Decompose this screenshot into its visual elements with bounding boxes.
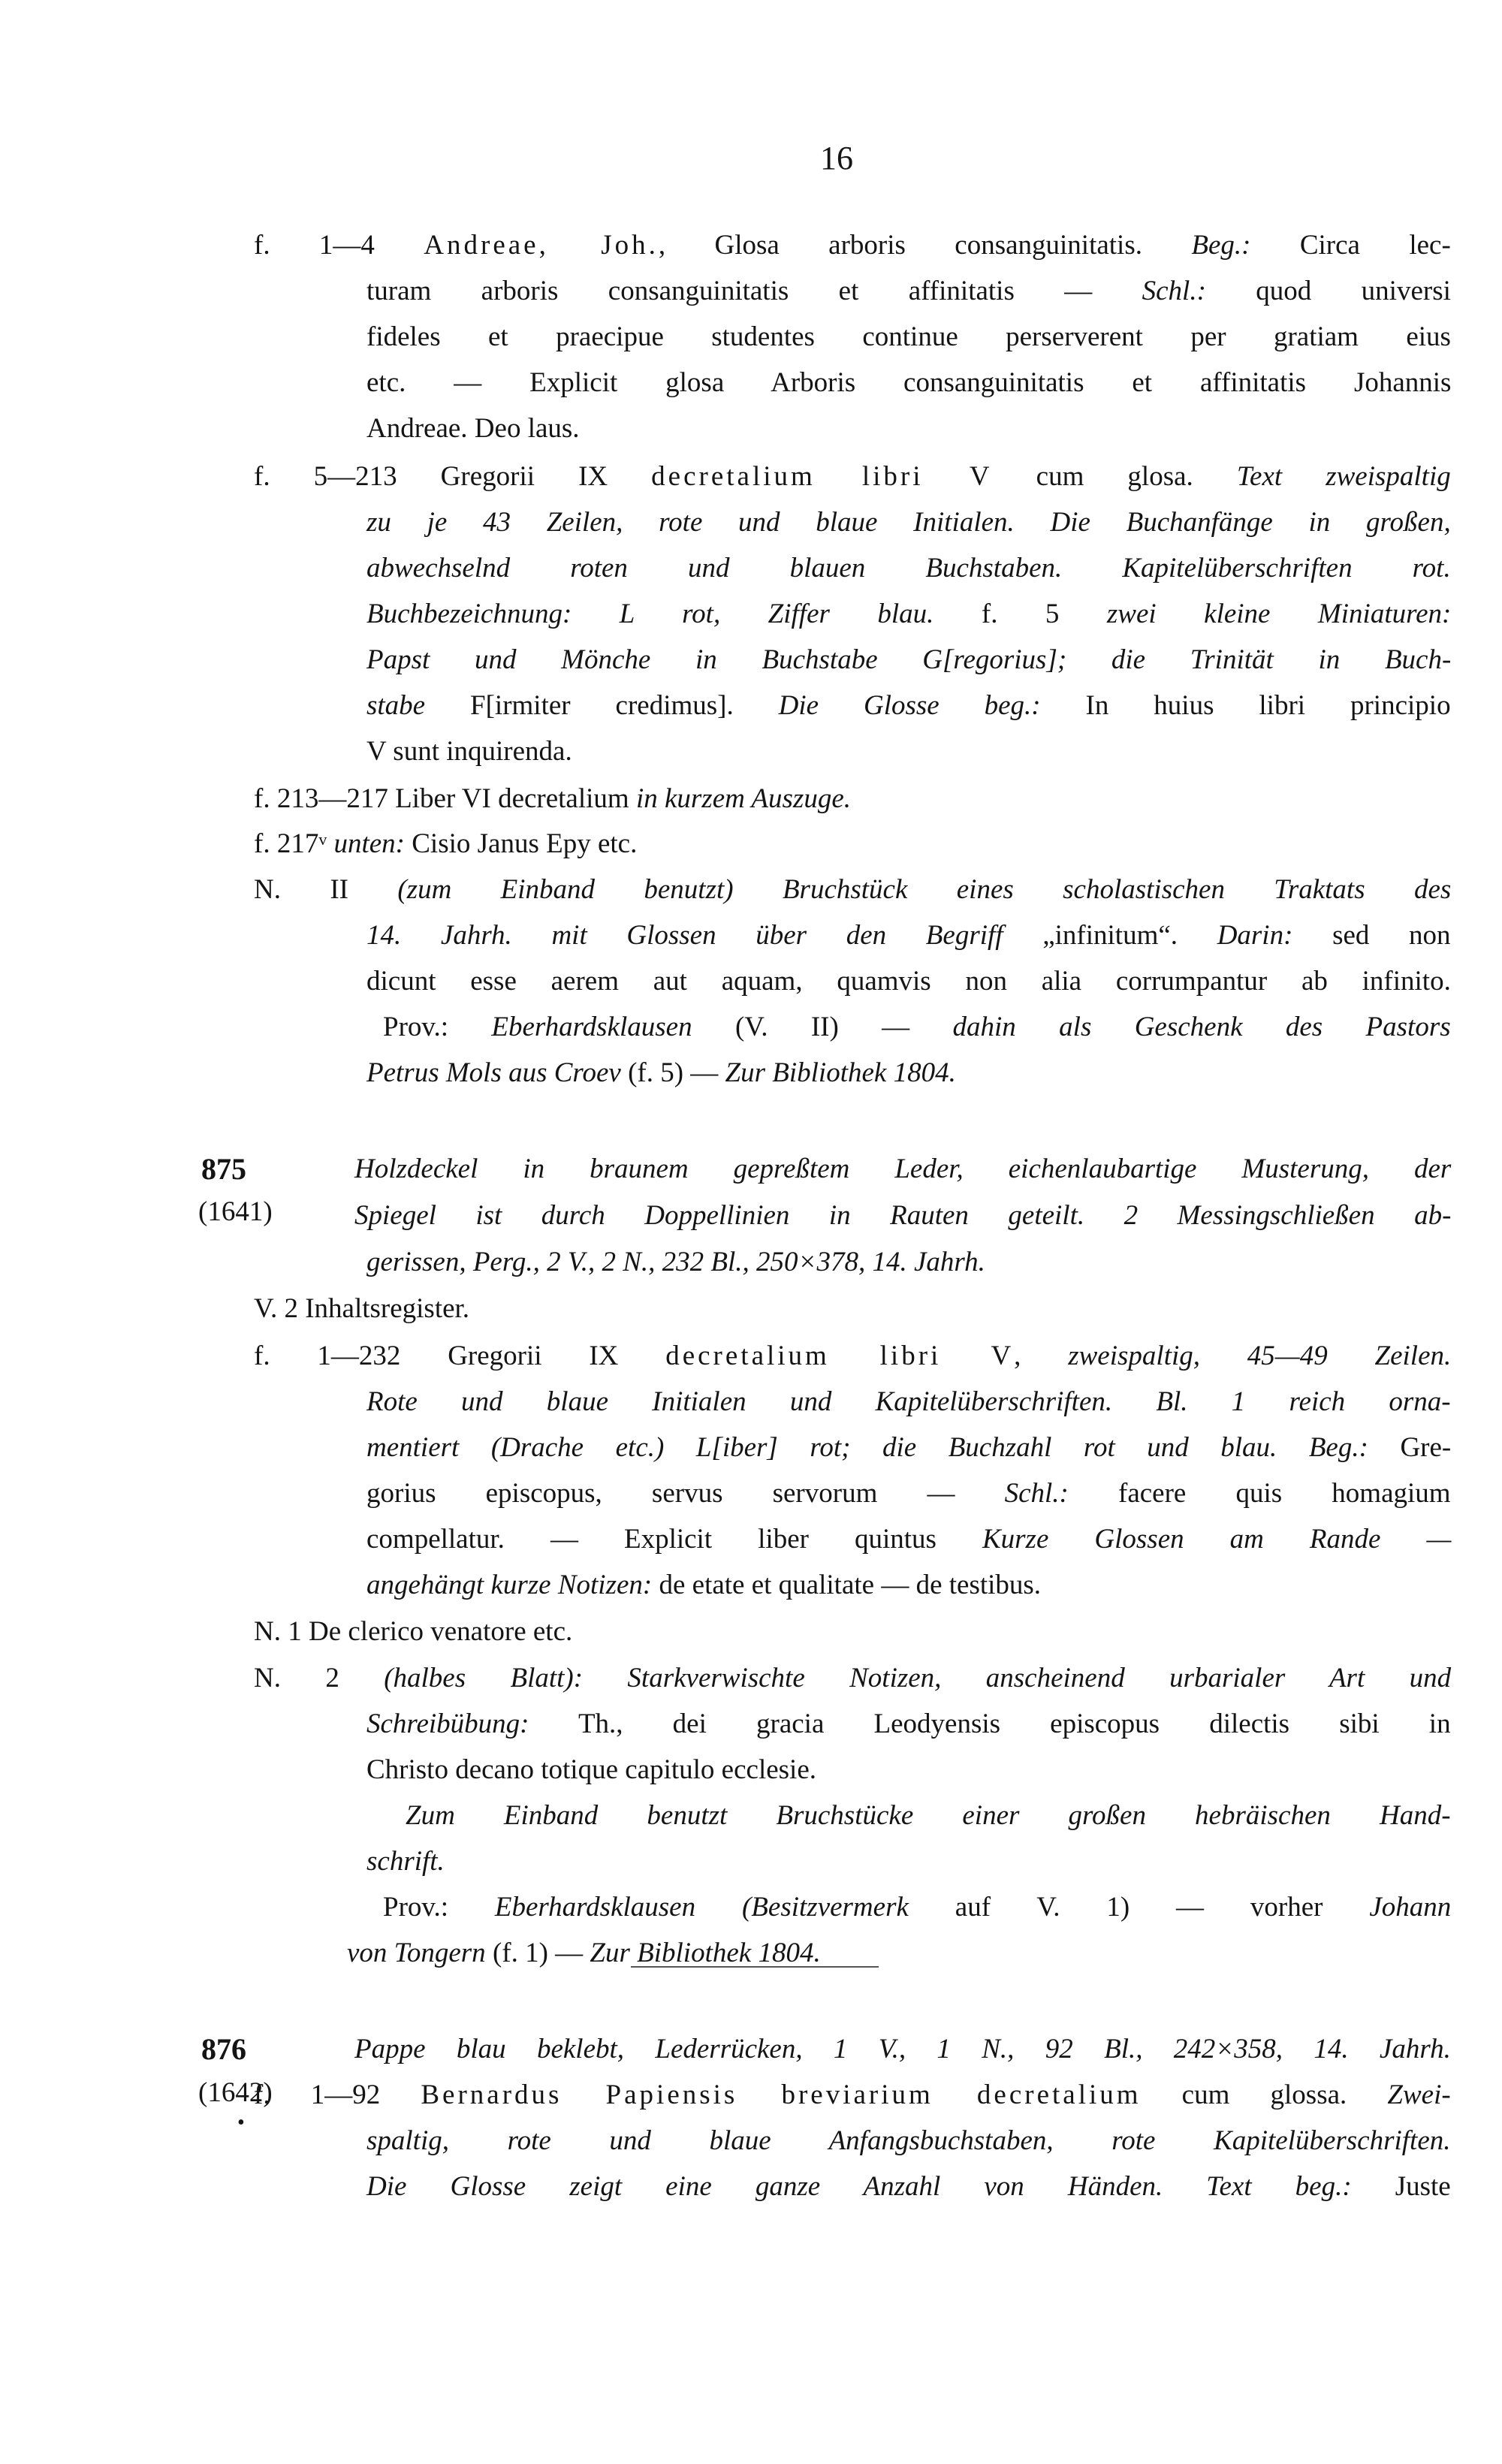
- text-segment: Schl.:: [1142, 276, 1206, 306]
- text-segment: (zum Einband benutzt) Bruchstück eines scholastischen Traktats des: [397, 874, 1452, 905]
- text-segment: Darin:: [1217, 920, 1293, 951]
- text-segment: F[irmiter credimus].: [425, 690, 779, 721]
- text-segment: Andreae. Deo laus.: [366, 413, 580, 444]
- text-line: [366, 963, 1451, 1000]
- text-segment: (f. 5) —: [620, 1057, 725, 1088]
- text-line: [366, 733, 572, 771]
- text-segment: unten:: [333, 828, 405, 859]
- text-segment: Gre-: [1368, 1432, 1452, 1463]
- text-segment: quod universi: [1205, 276, 1451, 306]
- text-segment: Andreae, Joh.: [424, 230, 659, 261]
- text-line: [406, 1797, 1451, 1835]
- text-segment: 14. Jahrh. mit Glossen über den Begriff: [366, 920, 1003, 951]
- text-line: [254, 2076, 1451, 2114]
- text-segment: Prov.:: [383, 1892, 495, 1923]
- text-segment: zu je 43 Zeilen, rote und blaue Initialen. Die Buchanfänge in großen,: [366, 507, 1451, 538]
- text-segment: auf V. 1) — vorher: [908, 1892, 1370, 1923]
- text-segment: f. 1—92: [254, 2079, 421, 2110]
- text-segment: mentiert (Drache etc.) L[iber] rot; die Buchzahl rot und blau. Beg.:: [366, 1432, 1368, 1463]
- text-line: [366, 318, 1451, 356]
- text-segment: Papst und Mönche in Buchstabe G[regorius]; die Trinität in Buch-: [366, 644, 1452, 675]
- text-segment: gerissen, Perg., 2 V., 2 N., 232 Bl., 250×378, 14. Jahrh.: [366, 1247, 985, 1277]
- text-line: [254, 871, 1451, 909]
- text-segment: decretalium libri V: [665, 1341, 1015, 1371]
- text-segment: Kurze Glossen am Rande —: [982, 1524, 1452, 1555]
- text-segment: abwechselnd roten und blauen Buchstaben. Kapitelüberschriften rot.: [366, 553, 1451, 584]
- text-segment: Eberhardsklausen (Besitzvermerk: [494, 1892, 909, 1923]
- text-line: [254, 1613, 572, 1651]
- text-segment: f. 1—4: [254, 230, 424, 261]
- text-segment: sed non: [1292, 920, 1451, 951]
- text-segment: zwei kleine Miniaturen:: [1106, 599, 1452, 629]
- text-segment: Circa lec-: [1250, 230, 1451, 261]
- text-line: [366, 1054, 956, 1092]
- text-segment: Schl.:: [1004, 1478, 1069, 1509]
- text-segment: Schreibübung:: [366, 1709, 529, 1739]
- text-line: [354, 1151, 1451, 1188]
- text-segment: Juste: [1351, 2171, 1451, 2202]
- entry-876-number: 876: [201, 2032, 246, 2066]
- text-segment: Th., dei gracia Leodyensis episcopus dilectis sibi in: [529, 1709, 1451, 1739]
- text-line: [366, 2168, 1451, 2206]
- text-line: [366, 1383, 1451, 1421]
- text-segment: facere quis homagium: [1068, 1478, 1451, 1509]
- text-segment: angehängt kurze Notizen:: [366, 1570, 653, 1600]
- text-segment: in kurzem Auszuge.: [635, 783, 851, 814]
- text-segment: V sunt inquirenda.: [366, 736, 572, 767]
- text-line: [366, 1843, 445, 1880]
- text-segment: compellatur. — Explicit liber quintus: [366, 1524, 982, 1555]
- text-line: [366, 1475, 1451, 1512]
- text-segment: de etate et qualitate — de testibus.: [652, 1570, 1042, 1600]
- text-segment: f. 213—217 Liber VI decretalium: [254, 783, 636, 814]
- text-line: [254, 825, 637, 863]
- text-line: [366, 410, 580, 448]
- text-segment: Zur Bibliothek 1804.: [590, 1938, 821, 1968]
- text-segment: (f. 1) —: [485, 1938, 590, 1968]
- text-segment: N. II: [254, 874, 398, 905]
- text-line: [366, 641, 1451, 679]
- text-segment: gorius episcopus, servus servorum —: [366, 1478, 1005, 1509]
- text-segment: Cisio Janus Epy etc.: [404, 828, 638, 859]
- text-segment: f. 1—232 Gregorii IX: [254, 1341, 666, 1371]
- text-line: [254, 780, 851, 818]
- text-line: [254, 1290, 469, 1328]
- text-line: [366, 1244, 985, 1281]
- text-segment: N. 1 De clerico venatore etc.: [254, 1616, 573, 1647]
- text-line: [366, 1567, 1041, 1604]
- text-segment: , Glosa arboris consanguinitatis.: [658, 230, 1192, 261]
- text-segment: V. 2 Inhaltsregister.: [254, 1293, 470, 1324]
- text-segment: spaltig, rote und blaue Anfangsbuchstaben, rote Kapitelüberschriften.: [366, 2125, 1451, 2156]
- text-segment: Buchbezeichnung: L rot, Ziffer blau.: [366, 599, 934, 629]
- text-line: [254, 458, 1451, 496]
- text-line: [254, 227, 1451, 264]
- text-line: [366, 1751, 816, 1789]
- text-segment: cum glossa.: [1141, 2079, 1388, 2110]
- entry-875-number: 875: [201, 1152, 246, 1186]
- text-segment: f. 5—213 Gregorii IX: [254, 461, 652, 492]
- text-line: [366, 504, 1451, 541]
- text-line: [366, 917, 1451, 955]
- text-line: [366, 2122, 1451, 2160]
- text-segment: N. 2: [254, 1663, 385, 1693]
- text-segment: Beg.:: [1191, 230, 1251, 261]
- text-segment: zweispaltig, 45—49 Zeilen.: [1068, 1341, 1452, 1371]
- page-number: 16: [820, 140, 853, 176]
- text-segment: Petrus Mols aus Croev: [366, 1057, 621, 1088]
- text-segment: Die Glosse zeigt eine ganze Anzahl von Händen. Text beg.:: [366, 2171, 1352, 2202]
- text-segment: cum glosa.: [992, 461, 1237, 492]
- text-line: [366, 550, 1451, 587]
- text-segment: Zur Bibliothek 1804.: [725, 1057, 956, 1088]
- text-segment: Die Glosse beg.:: [778, 690, 1041, 721]
- text-segment: von Tongern: [347, 1938, 486, 1968]
- text-segment: (V. II) —: [692, 1012, 953, 1042]
- text-line: [254, 1660, 1451, 1697]
- text-line: [354, 1197, 1451, 1235]
- text-line: [383, 1009, 1451, 1046]
- text-segment: Eberhardsklausen: [491, 1012, 692, 1042]
- text-segment: Rote und blaue Initialen und Kapitelüberschriften. Bl. 1 reich orna-: [366, 1386, 1451, 1417]
- text-line: [366, 687, 1451, 725]
- text-segment: Christo decano totique capitulo ecclesie.: [366, 1754, 816, 1785]
- text-segment: etc. — Explicit glosa Arboris consanguinitatis et affinitatis Johannis: [366, 367, 1452, 398]
- text-line: [354, 2031, 1451, 2068]
- text-line: [383, 1889, 1451, 1926]
- text-segment: „infinitum“.: [1003, 920, 1217, 951]
- text-line: [366, 596, 1451, 633]
- entry-876-marker: •: [237, 2111, 245, 2134]
- text-line: [254, 1338, 1451, 1375]
- text-segment: decretalium libri V: [651, 461, 993, 492]
- text-segment: Johann: [1369, 1892, 1452, 1923]
- entry-876-old-number: (1642): [198, 2077, 273, 2108]
- text-segment: Zwei-: [1387, 2079, 1451, 2110]
- text-segment: In huius libri principio: [1040, 690, 1451, 721]
- text-segment: dicunt esse aerem aut aquam, quamvis non alia corrumpantur ab infinito.: [366, 966, 1451, 997]
- text-segment: Bernardus Papiensis breviarium decretalium: [421, 2079, 1142, 2110]
- text-line: [366, 1429, 1451, 1467]
- text-segment: Zum Einband benutzt Bruchstücke einer großen hebräischen Hand-: [406, 1800, 1451, 1831]
- text-segment: (halbes Blatt): Starkverwischte Notizen, anscheinend urbarialer Art und: [384, 1663, 1452, 1693]
- text-segment: ,: [1014, 1341, 1069, 1371]
- text-segment: f. 5: [933, 599, 1107, 629]
- text-segment: schrift.: [366, 1846, 445, 1877]
- entry-875-old-number: (1641): [198, 1196, 273, 1227]
- text-segment: Holzdeckel in braunem gepreßtem Leder, eichenlaubartige Musterung, der: [354, 1154, 1452, 1184]
- text-segment: fideles et praecipue studentes continue perserverent per gratiam eius: [366, 321, 1451, 352]
- text-segment: Text zweispaltig: [1236, 461, 1451, 492]
- text-segment: stabe: [366, 690, 426, 721]
- text-segment: dahin als Geschenk des Pastors: [952, 1012, 1451, 1042]
- entry-separator: [631, 1966, 879, 1968]
- text-line: [366, 1705, 1451, 1743]
- text-segment: turam arboris consanguinitatis et affinitatis —: [366, 276, 1142, 306]
- text-line: [366, 273, 1451, 310]
- text-segment: Spiegel ist durch Doppellinien in Rauten geteilt. 2 Messingschließen ab-: [354, 1200, 1452, 1231]
- text-segment: Pappe blau beklebt, Lederrücken, 1 V., 1 N., 92 Bl., 242×358, 14. Jahrh.: [354, 2034, 1451, 2064]
- text-segment: Prov.:: [383, 1012, 492, 1042]
- text-line: [366, 364, 1451, 402]
- text-line: [366, 1521, 1451, 1558]
- text-segment: f. 217ᵛ: [254, 828, 334, 859]
